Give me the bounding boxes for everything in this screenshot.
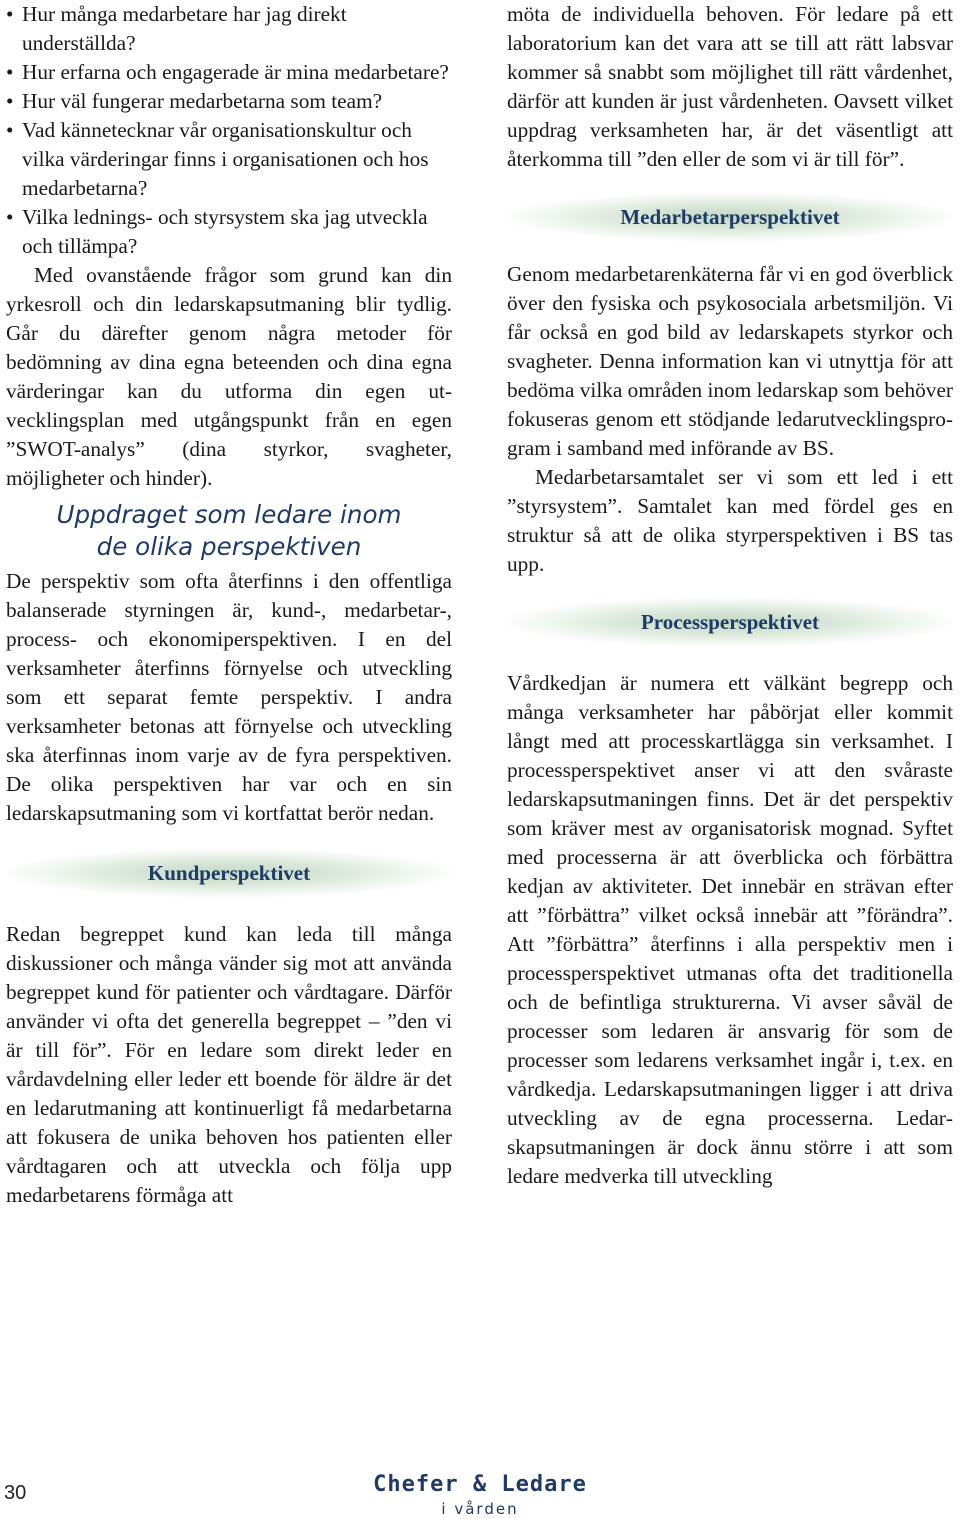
- medarbetar-heading: Medarbetarperspektivet: [620, 204, 840, 229]
- medarbetar-paragraph-2: Medarbetarsamtalet ser vi som ett led i ett ”styrsystem”. Samtalet kan med fördel ges en struktur så att de olika styrperspektiven i BS tas upp.: [507, 465, 953, 576]
- list-item: • Hur väl fungerar medarbetarna som team?: [6, 87, 452, 116]
- question-list: [6, 0, 452, 261]
- process-heading: Processperspektivet: [640, 609, 820, 634]
- page-number: 30: [4, 1482, 27, 1504]
- magazine-title: Chefer & Ledare: [373, 1472, 587, 1497]
- right-column: [507, 0, 953, 1191]
- magazine-subtitle: i vården: [441, 1500, 519, 1518]
- medarbetar-heading-banner: [507, 188, 953, 246]
- kund-paragraph: Redan begreppet kund kan leda till många diskussioner och många vänder sig mot att använda begreppet kund för patienter och vårdtagare. Därför använder vi ofta det generella begreppet – ”den vi är till för”. För en ledare som direkt leder en vårdavdelning eller leder ett boende för äldre är det en ledarutmaning att kontinuerligt få medarbetarna att fokusera de unika behoven hos patienten eller vårdtagaren och att utveckla och följa upp medarbetarens förmåga att: [6, 922, 452, 1207]
- intro-paragraph: Med ovanstående frågor som grund kan din yrkesroll och din ledarskapsutmaning blir tydlig. Går du därefter genom några metoder för bedömning av dina egna beteenden och dina egna värderingar kan du utforma din egen utvecklingsplan med utgångspunkt från en egen ”SWOT-analys” (dina styrkor, svagheter, möjligheter och hinder).: [6, 263, 452, 490]
- medarbetar-paragraph-1: Genom medarbetarenkäterna får vi en god överblick över den fysiska och psykosociala arbetsmiljön. Vi får också en god bild av ledarskapets styrkor och svagheter. Denna information kan vi utnyttja för att bedöma vilka områden inom ledarskap som behöver fokuseras genom ett stödjande ledarutvecklingsprogram i samband med införande av BS.: [507, 262, 953, 460]
- list-item: • Hur många medarbetare har jag direkt underställda?: [6, 0, 452, 58]
- process-paragraph: Vårdkedjan är numera ett välkänt begrepp och många verksamheter har påbörjat eller kommit långt med att processkartlägga sin verksamhet. I processperspektivet anser vi att den svåraste ledarskapsutmaningen finns. Det är det perspektiv som kräver mest av organisatorisk mognad. Syftet med processerna är att överblicka och förbättra kedjan av aktiviteter. Det innebär en strävan efter att ”förbättra” vilket också innebär att ”förändra”. Att ”förbättra” återfinns i alla perspektiv men i processperspektivet utmanas ofta det traditionella och de befintliga strukturerna. Vi avser såväl de processer som ledaren är ansvarig för som de processer som ledarens verksamhet ingår i, t.ex. en vårdkedja. Ledarskapsutmaningen ligger i att driva utveckling av de egna processerna. Ledarskapsutmaningen är dock ännu större i att som ledare medverka till utveckling: [507, 671, 953, 1188]
- kund-heading-banner: [6, 844, 452, 902]
- list-item: • Hur erfarna och engagerade är mina medarbetare?: [6, 58, 452, 87]
- kund-heading: Kundperspektivet: [147, 860, 311, 885]
- process-heading-banner: [507, 593, 953, 651]
- left-column: [6, 0, 452, 1210]
- section-heading: [6, 499, 452, 563]
- perspectives-paragraph: De perspektiv som ofta återfinns i den offentliga balanserade styrningen är, kund-, medarbetar-, process- och ekonomiperspektiven. I en del verksamheter återfinns förnyelse och utveckling som ett separat femte perspektiv. I andra verksamheter betonas att förnyelse och utveckling ska återfinnas inom varje av de fyra perspektiven. De olika perspektiven har var och en sin ledarskapsutmaning som vi kortfattat berör nedan.: [6, 569, 452, 825]
- continuation-paragraph: möta de individuella behoven. För ledare på ett laboratorium kan det vara att se till att rätt labsvar kommer så snabbt som möjlighet till rätt vårdenhet, därför att kunden är just vårdenheten. Oavsett vilket uppdrag verksamheten har, är det väsentligt att återkomma till ”den eller de som vi är till för”.: [507, 2, 953, 171]
- section-heading-line1: Uppdraget som ledare inom: [56, 500, 402, 529]
- list-item: • Vilka lednings- och styrsystem ska jag utveckla och tillämpa?: [6, 203, 452, 261]
- section-heading-line2: de olika perspektiven: [96, 532, 362, 561]
- list-item: • Vad kännetecknar vår organisationskultur och vilka värderingar finns i organisationen och hos medarbetarna?: [6, 116, 452, 203]
